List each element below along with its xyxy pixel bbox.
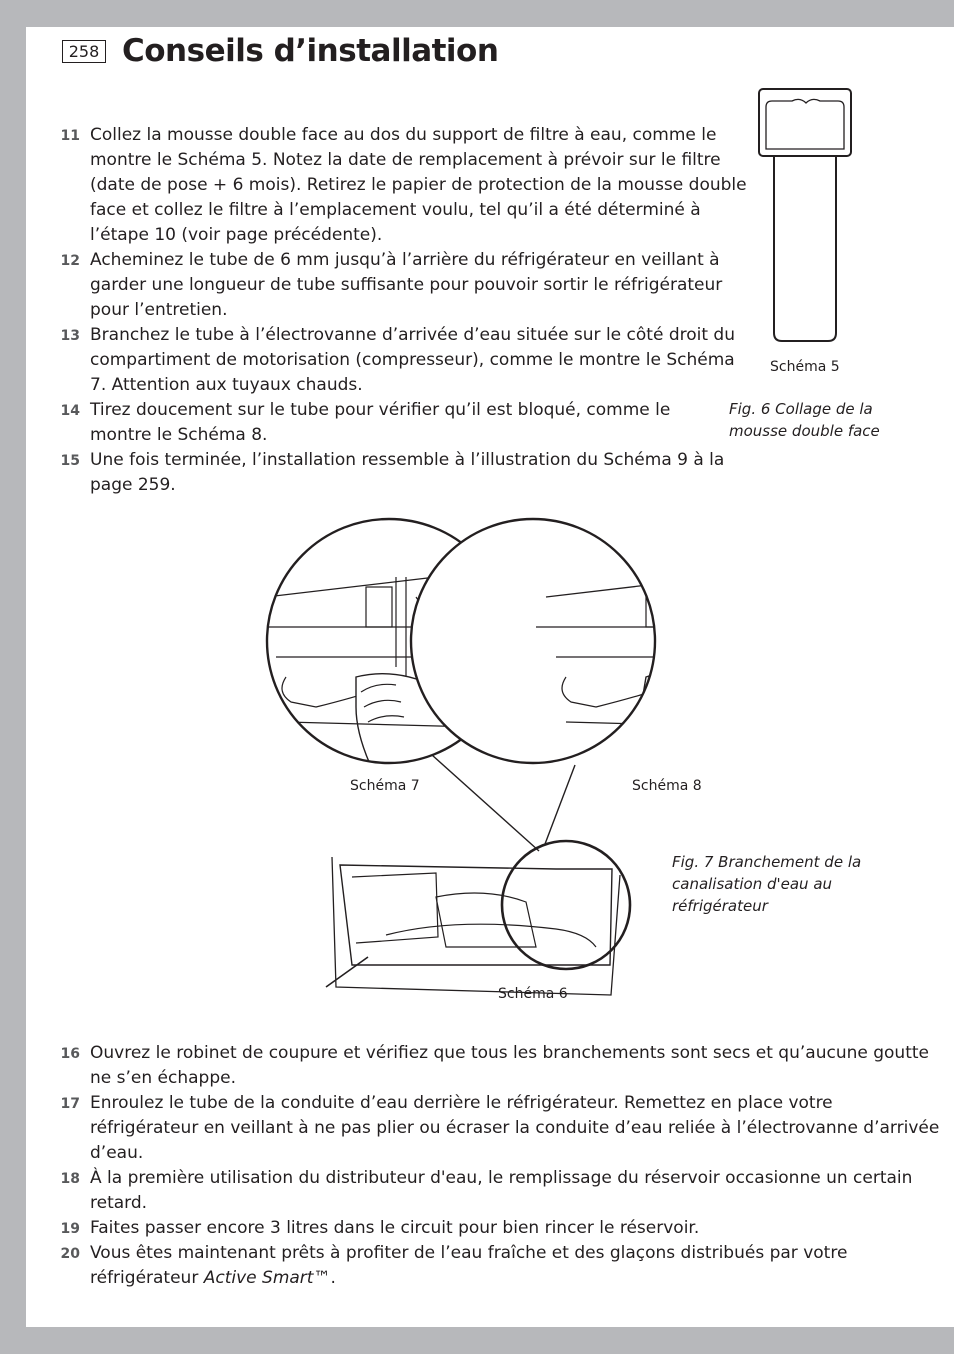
trademark: ™.	[313, 1268, 336, 1288]
page-number: 258	[62, 40, 106, 63]
step-line: réfrigérateur en veillant à ne pas plier ou écraser la conduite d’eau reliée à l’électrovanne d’arrivée	[90, 1118, 940, 1138]
step-line: l’étape 10 (voir page précédente).	[90, 225, 383, 245]
step-number: 13	[60, 328, 80, 344]
caption-line: canalisation d'eau au	[672, 875, 833, 893]
step-line: Enroulez le tube de la conduite d’eau derrière le réfrigérateur. Remettez en place votre	[90, 1093, 833, 1113]
step-line: d’eau.	[90, 1143, 144, 1163]
step-line: À la première utilisation du distributeur d'eau, le remplissage du réservoir occasionne un certain	[90, 1168, 913, 1188]
step-line: Vous êtes maintenant prêts à profiter de l’eau fraîche et des glaçons distribués par votre	[90, 1243, 848, 1263]
manual-page	[26, 27, 954, 1327]
step-line: Faites passer encore 3 litres dans le circuit pour bien rincer le réservoir.	[90, 1218, 700, 1238]
step-line: ne s’en échappe.	[90, 1068, 236, 1088]
step-line: Tirez doucement sur le tube pour vérifier qu’il est bloqué, comme le	[90, 400, 671, 420]
product-name: Active Smart	[203, 1268, 314, 1288]
schema-5-label: Schéma 5	[770, 359, 840, 375]
step-line: garder une longueur de tube suffisante pour pouvoir sortir le réfrigérateur	[90, 275, 723, 295]
page-title: Conseils d’installation	[122, 33, 499, 69]
step-line: 7. Attention aux tuyaux chauds.	[90, 375, 363, 395]
step-line: montre le Schéma 5. Notez la date de remplacement à prévoir sur le filtre	[90, 150, 721, 170]
fig-7-illustration	[256, 517, 716, 977]
step-number: 16	[60, 1046, 80, 1062]
step-text	[90, 1166, 912, 1216]
schema-6-drawing	[326, 857, 620, 995]
caption-line: réfrigérateur	[672, 897, 768, 915]
step-line: Une fois terminée, l’installation ressemble à l’illustration du Schéma 9 à la	[90, 450, 725, 470]
filter-illustration	[756, 87, 856, 345]
caption-line: Fig. 6 Collage de la	[729, 400, 873, 418]
step-number: 11	[60, 128, 80, 144]
step-text	[90, 323, 735, 398]
caption-line: mousse double face	[729, 422, 880, 440]
step-line: pour l’entretien.	[90, 300, 228, 320]
schema-6-label: Schéma 6	[498, 986, 568, 1002]
step-text	[90, 1091, 939, 1166]
step-line: face et collez le filtre à l’emplacement voulu, tel qu’il a été déterminé à	[90, 200, 701, 220]
step-line: Collez la mousse double face au dos du support de filtre à eau, comme le	[90, 125, 717, 145]
step-text	[90, 1041, 929, 1091]
step-number: 17	[60, 1096, 80, 1112]
step-number: 19	[60, 1221, 80, 1237]
step-line: retard.	[90, 1193, 148, 1213]
step-line-last	[90, 1266, 847, 1291]
step-number: 14	[60, 403, 80, 419]
step-line: compartiment de motorisation (compresseur), comme le montre le Schéma	[90, 350, 735, 370]
step-number: 12	[60, 253, 80, 269]
caption-line: Fig. 7 Branchement de la	[672, 853, 862, 871]
step-line: réfrigérateur	[90, 1268, 204, 1288]
step-number: 18	[60, 1171, 80, 1187]
step-line: (date de pose + 6 mois). Retirez le papier de protection de la mousse double	[90, 175, 747, 195]
step-number: 15	[60, 453, 80, 469]
schema-8-label: Schéma 8	[632, 778, 702, 794]
step-text	[90, 248, 722, 323]
step-text	[90, 123, 747, 248]
step-number: 20	[60, 1246, 80, 1262]
step-line: Branchez le tube à l’électrovanne d’arrivée d’eau située sur le côté droit du	[90, 325, 735, 345]
step-text	[90, 1216, 699, 1241]
step-line: Ouvrez le robinet de coupure et vérifiez que tous les branchements sont secs et qu’aucune goutte	[90, 1043, 929, 1063]
fig-7-caption	[672, 851, 861, 917]
step-text	[90, 398, 670, 448]
fig-6-caption	[729, 398, 880, 442]
step-text	[90, 448, 724, 498]
step-text	[90, 1241, 847, 1291]
step-line: montre le Schéma 8.	[90, 425, 268, 445]
step-line: Acheminez le tube de 6 mm jusqu’à l’arrière du réfrigérateur en veillant à	[90, 250, 720, 270]
step-line: page 259.	[90, 475, 176, 495]
schema-7-label: Schéma 7	[350, 778, 420, 794]
